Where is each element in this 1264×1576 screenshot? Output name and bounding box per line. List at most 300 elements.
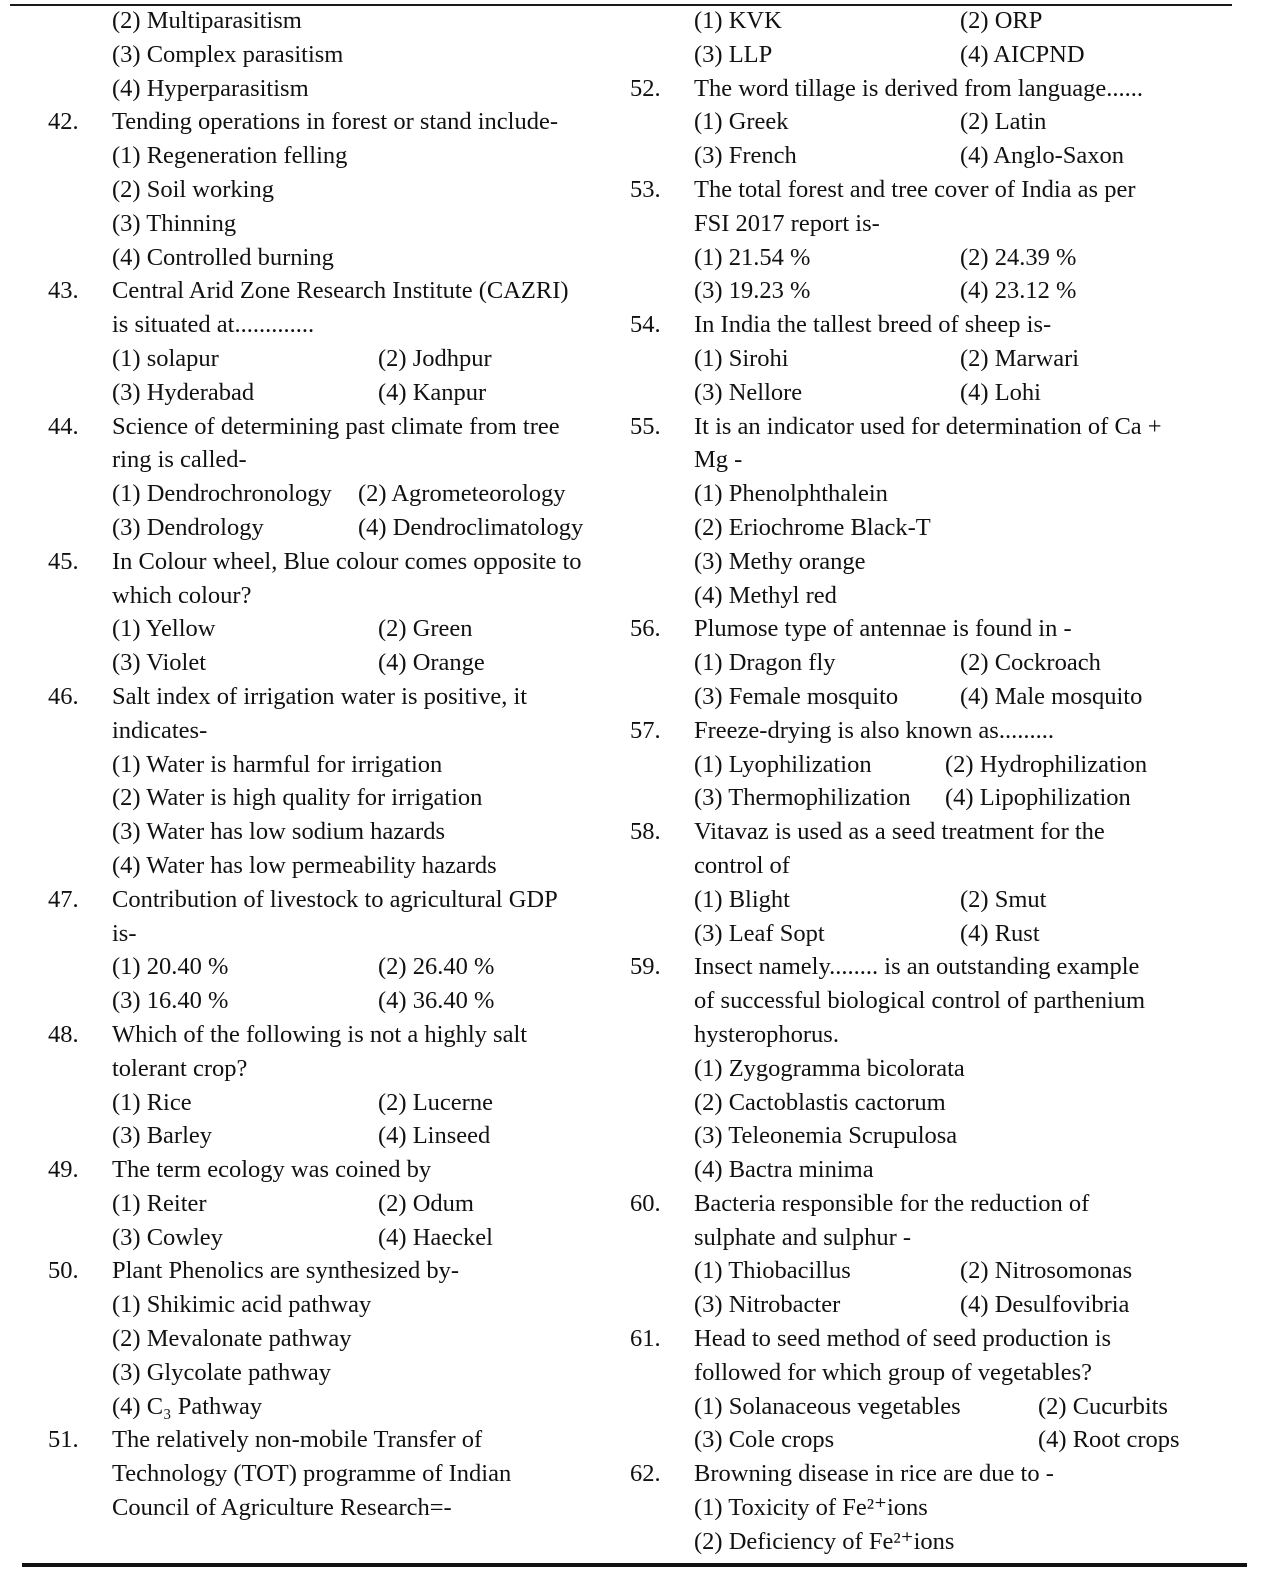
question-number: 58. [630, 818, 661, 846]
option-row [48, 173, 628, 207]
answer-option: (4) Hyperparasitism [112, 74, 309, 102]
answer-option: (3) Violet [112, 649, 207, 677]
answer-option: (2) Water is high quality for irrigation [112, 784, 483, 812]
question-number: 54. [630, 311, 661, 339]
option-indent [48, 241, 112, 275]
answer-option: (1) Regeneration felling [112, 142, 348, 170]
option-row [630, 1052, 1230, 1086]
option-indent [48, 646, 112, 680]
question-number: 61. [630, 1325, 661, 1353]
option-indent [48, 1187, 112, 1221]
option-indent [630, 917, 694, 951]
question-line [48, 410, 628, 444]
question-text: Science of determining past climate from tree [112, 412, 560, 440]
question-number [630, 849, 694, 883]
option-row [630, 376, 1230, 410]
option-indent [48, 1119, 112, 1153]
answer-option: (3) Glycolate pathway [112, 1358, 332, 1386]
option-indent [48, 376, 112, 410]
question-text: In Colour wheel, Blue colour comes opposite to [112, 547, 582, 575]
question-item [630, 612, 1230, 713]
option-indent [630, 274, 694, 308]
option-indent [630, 4, 694, 38]
question-number: 53. [630, 175, 661, 203]
answer-option: (3) Methy orange [694, 547, 866, 575]
option-row [48, 950, 628, 984]
question-item [48, 105, 628, 274]
option-row [630, 680, 1230, 714]
question-number: 45. [48, 547, 79, 575]
option-indent [630, 579, 694, 613]
option-row [48, 72, 628, 106]
question-line [48, 1018, 628, 1052]
option-row [48, 1086, 628, 1120]
option-indent [48, 1322, 112, 1356]
option-indent [630, 38, 694, 72]
question-line [630, 1187, 1230, 1221]
option-indent [48, 950, 112, 984]
question-text: Technology (TOT) programme of Indian [112, 1460, 512, 1488]
option-row [630, 646, 1230, 680]
answer-option: (4) 23.12 % [960, 277, 1077, 305]
question-number: 43. [48, 277, 79, 305]
question-text: Freeze-drying is also known as......... [694, 716, 1054, 744]
option-indent [48, 477, 112, 511]
question-text: sulphate and sulphur - [694, 1223, 912, 1251]
answer-option: (1) Thiobacillus [694, 1257, 851, 1285]
option-row [48, 477, 628, 511]
option-row [48, 1390, 628, 1424]
option-row [48, 139, 628, 173]
option-row [48, 1187, 628, 1221]
option-row [630, 1288, 1230, 1322]
option-indent [48, 1086, 112, 1120]
question-text: Plant Phenolics are synthesized by- [112, 1257, 460, 1285]
question-text: of successful biological control of parthenium [694, 987, 1146, 1015]
option-indent [630, 477, 694, 511]
question-line [630, 72, 1230, 106]
question-line [630, 410, 1230, 444]
question-number [48, 443, 112, 477]
question-number: 52. [630, 74, 661, 102]
question-number: 55. [630, 412, 661, 440]
option-row [48, 984, 628, 1018]
question-line [630, 984, 1230, 1018]
question-text: Bacteria responsible for the reduction of [694, 1189, 1090, 1217]
answer-option: (3) 19.23 % [694, 277, 811, 305]
question-line [630, 173, 1230, 207]
option-row [48, 1322, 628, 1356]
question-text: In India the tallest breed of sheep is- [694, 311, 1052, 339]
option-indent [630, 376, 694, 410]
question-text: which colour? [112, 581, 252, 609]
answer-option: (1) Phenolphthalein [694, 480, 888, 508]
question-line [630, 308, 1230, 342]
question-item [630, 308, 1230, 409]
answer-option: (4) Methyl red [694, 581, 837, 609]
answer-option: (4) Rust [960, 919, 1040, 947]
option-indent [630, 139, 694, 173]
option-row [630, 1390, 1230, 1424]
answer-option: (4) Desulfovibria [960, 1291, 1130, 1319]
option-indent [630, 1254, 694, 1288]
answer-option: (4) Lohi [960, 378, 1041, 406]
answer-option: (4) AICPND [960, 40, 1085, 68]
question-number [48, 308, 112, 342]
question-item [630, 1322, 1230, 1457]
answer-option: (2) Lucerne [378, 1088, 493, 1116]
option-indent [630, 545, 694, 579]
answer-option: (1) Reiter [112, 1189, 207, 1217]
option-row [630, 511, 1230, 545]
question-number: 51. [48, 1426, 79, 1454]
question-number [48, 579, 112, 613]
option-indent [48, 4, 112, 38]
option-indent [48, 173, 112, 207]
question-number: 59. [630, 953, 661, 981]
question-text: Vitavaz is used as a seed treatment for the [694, 818, 1105, 846]
option-row [48, 511, 628, 545]
answer-option: (1) Water is harmful for irrigation [112, 750, 443, 778]
question-number: 48. [48, 1020, 79, 1048]
answer-option: (1) Sirohi [694, 344, 789, 372]
question-text: tolerant crop? [112, 1054, 248, 1082]
option-row [630, 1254, 1230, 1288]
option-indent [48, 38, 112, 72]
question-line [630, 1356, 1230, 1390]
question-line [48, 1457, 628, 1491]
option-indent [48, 815, 112, 849]
option-indent [630, 1119, 694, 1153]
option-row [48, 207, 628, 241]
answer-option: (1) Shikimic acid pathway [112, 1291, 372, 1319]
option-row [630, 748, 1230, 782]
question-item [630, 173, 1230, 308]
question-text: Contribution of livestock to agricultural GDP [112, 885, 558, 913]
option-row [48, 376, 628, 410]
question-text: followed for which group of vegetables? [694, 1358, 1092, 1386]
question-item [630, 714, 1230, 815]
option-indent [48, 612, 112, 646]
question-item [630, 72, 1230, 173]
option-indent [48, 781, 112, 815]
answer-option: (2) Eriochrome Black-T [694, 513, 931, 541]
question-line [630, 1322, 1230, 1356]
question-line [630, 1457, 1230, 1491]
option-row [630, 917, 1230, 951]
option-indent [48, 748, 112, 782]
answer-option: (1) Zygogramma bicolorata [694, 1054, 965, 1082]
answer-option: (3) Leaf Sopt [694, 919, 825, 947]
option-indent [48, 1288, 112, 1322]
question-text: Which of the following is not a highly salt [112, 1020, 528, 1048]
question-line [630, 1018, 1230, 1052]
answer-option: (1) 20.40 % [112, 953, 229, 981]
question-line [48, 308, 628, 342]
question-text: is situated at............. [112, 311, 315, 339]
right-column [630, 4, 1230, 1559]
question-text: Head to seed method of seed production is [694, 1325, 1112, 1353]
option-indent [630, 1491, 694, 1525]
question-line [48, 883, 628, 917]
answer-option: (4) Bactra minima [694, 1156, 874, 1184]
question-number: 49. [48, 1156, 79, 1184]
answer-option: (1) Greek [694, 108, 789, 136]
question-line [48, 1052, 628, 1086]
question-line [48, 1153, 628, 1187]
question-line [630, 714, 1230, 748]
question-number [48, 1491, 112, 1525]
question-text: Mg - [694, 446, 743, 474]
question-text: Plumose type of antennae is found in - [694, 615, 1072, 643]
option-indent [48, 342, 112, 376]
answer-option: (2) Latin [960, 108, 1047, 136]
answer-option: (2) Cactoblastis cactorum [694, 1088, 946, 1116]
question-line [630, 815, 1230, 849]
question-text: ring is called- [112, 446, 247, 474]
option-row [48, 1356, 628, 1390]
question-text: Insect namely........ is an outstanding example [694, 953, 1140, 981]
option-indent [630, 105, 694, 139]
question-line [48, 579, 628, 613]
question-text: The total forest and tree cover of India as per [694, 175, 1136, 203]
answer-option: (4) Controlled burning [112, 243, 334, 271]
option-row [630, 38, 1230, 72]
answer-option: (4) Male mosquito [960, 682, 1143, 710]
option-row [48, 4, 628, 38]
option-row [630, 781, 1230, 815]
answer-option: (2) Cockroach [960, 649, 1101, 677]
question-text: is- [112, 919, 137, 947]
answer-option: (3) LLP [694, 40, 773, 68]
answer-option: (3) Thinning [112, 209, 237, 237]
answer-option: (4) Linseed [378, 1122, 491, 1150]
left-column [48, 4, 628, 1525]
question-item [630, 950, 1230, 1187]
answer-option: (1) 21.54 % [694, 243, 811, 271]
option-row [48, 748, 628, 782]
option-indent [48, 1221, 112, 1255]
option-row [48, 38, 628, 72]
question-text: Council of Agriculture Research=- [112, 1494, 452, 1522]
question-item [48, 410, 628, 545]
option-row [48, 241, 628, 275]
option-row [630, 241, 1230, 275]
option-row [48, 1119, 628, 1153]
option-indent [630, 1423, 694, 1457]
question-item [48, 274, 628, 409]
option-indent [630, 781, 694, 815]
answer-option: (3) Barley [112, 1122, 212, 1150]
question-line [630, 612, 1230, 646]
answer-option: (1) Toxicity of Fe²⁺ions [694, 1494, 928, 1522]
answer-option: (4) Lipophilization [945, 784, 1131, 812]
answer-option: (2) Multiparasitism [112, 7, 302, 34]
option-indent [630, 241, 694, 275]
question-item [48, 883, 628, 1018]
answer-option: (4) Anglo-Saxon [960, 142, 1124, 170]
answer-option: (2) Deficiency of Fe²⁺ions [694, 1527, 955, 1555]
question-number [48, 1052, 112, 1086]
option-row [48, 1221, 628, 1255]
answer-option: (3) Dendrology [112, 513, 264, 541]
question-item [48, 545, 628, 680]
question-text: The word tillage is derived from language...... [694, 74, 1144, 102]
question-line [48, 680, 628, 714]
question-text: hysterophorus. [694, 1020, 839, 1048]
question-text: The relatively non-mobile Transfer of [112, 1426, 483, 1454]
question-text: control of [694, 851, 790, 879]
answer-option: (2) Soil working [112, 175, 274, 203]
question-line [630, 443, 1230, 477]
question-number: 56. [630, 615, 661, 643]
question-number: 50. [48, 1257, 79, 1285]
option-row [630, 545, 1230, 579]
answer-option: (4) Dendroclimatology [358, 513, 584, 541]
option-indent [48, 1356, 112, 1390]
option-indent [48, 849, 112, 883]
question-line [48, 1254, 628, 1288]
option-row [48, 1288, 628, 1322]
option-indent [630, 1288, 694, 1322]
question-number: 47. [48, 885, 79, 913]
answer-option: (3) Complex parasitism [112, 40, 344, 68]
answer-option: (2) Green [378, 615, 473, 643]
question-line [48, 443, 628, 477]
question-text: The term ecology was coined by [112, 1156, 432, 1184]
answer-option: (2) ORP [960, 7, 1043, 34]
question-line [630, 950, 1230, 984]
question-item [48, 680, 628, 883]
option-row [630, 139, 1230, 173]
question-text: indicates- [112, 716, 208, 744]
answer-option: (2) 26.40 % [378, 953, 495, 981]
option-row [630, 1525, 1230, 1559]
option-indent [48, 72, 112, 106]
question-line [48, 545, 628, 579]
question-number [48, 714, 112, 748]
answer-option: (3) Hyderabad [112, 378, 255, 406]
question-text: Central Arid Zone Research Institute (CAZRI) [112, 277, 569, 305]
answer-option: (2) Hydrophilization [945, 750, 1148, 778]
option-indent [630, 1153, 694, 1187]
question-item [630, 4, 1230, 72]
option-row [630, 883, 1230, 917]
question-line [630, 207, 1230, 241]
option-row [630, 1423, 1230, 1457]
question-number [630, 1356, 694, 1390]
answer-option: (1) solapur [112, 344, 219, 372]
answer-option: (2) Agrometeorology [358, 480, 566, 508]
option-row [630, 4, 1230, 38]
option-indent [630, 748, 694, 782]
answer-option: (1) Lyophilization [694, 750, 872, 778]
question-line [48, 917, 628, 951]
option-indent [630, 1052, 694, 1086]
question-item [48, 1018, 628, 1153]
question-text: Tending operations in forest or stand include- [112, 108, 558, 136]
answer-option: (3) French [694, 142, 797, 170]
question-number [630, 1018, 694, 1052]
question-number: 46. [48, 682, 79, 710]
answer-option: (3) Thermophilization [694, 784, 911, 812]
question-line [48, 714, 628, 748]
answer-option: (4) Orange [378, 649, 485, 677]
question-line [48, 1491, 628, 1525]
answer-option: (3) Water has low sodium hazards [112, 818, 445, 846]
answer-option: (3) Cowley [112, 1223, 223, 1251]
answer-option: (3) Teleonemia Scrupulosa [694, 1122, 958, 1150]
question-number [48, 917, 112, 951]
answer-option: (2) Smut [960, 885, 1047, 913]
option-indent [630, 680, 694, 714]
question-number: 42. [48, 108, 79, 136]
answer-option: (4) Kanpur [378, 378, 487, 406]
bottom-rule [22, 1563, 1247, 1567]
answer-option: (2) Nitrosomonas [960, 1257, 1133, 1285]
answer-option: (4) 36.40 % [378, 987, 495, 1015]
question-item [630, 815, 1230, 950]
answer-option: (1) Solanaceous vegetables [694, 1392, 961, 1420]
answer-option: (4) Water has low permeability hazards [112, 851, 497, 879]
question-item [48, 1423, 628, 1524]
question-item [48, 1254, 628, 1423]
answer-option: (1) Rice [112, 1088, 192, 1116]
question-number: 62. [630, 1460, 661, 1488]
answer-option: (1) Dragon fly [694, 649, 836, 677]
answer-option: (3) Nellore [694, 378, 803, 406]
option-indent [48, 207, 112, 241]
question-number [630, 207, 694, 241]
question-line [630, 849, 1230, 883]
option-row [630, 342, 1230, 376]
question-item [630, 410, 1230, 613]
question-number [630, 443, 694, 477]
question-number: 57. [630, 716, 661, 744]
option-indent [630, 646, 694, 680]
option-indent [48, 984, 112, 1018]
answer-option: (3) Cole crops [694, 1426, 835, 1454]
option-row [630, 579, 1230, 613]
question-line [48, 1423, 628, 1457]
answer-option: (3) 16.40 % [112, 987, 229, 1015]
option-row [48, 815, 628, 849]
option-row [48, 342, 628, 376]
option-row [630, 477, 1230, 511]
question-item [48, 4, 628, 105]
answer-option: (2) Cucurbits [1038, 1392, 1168, 1420]
option-row [630, 274, 1230, 308]
question-item [48, 1153, 628, 1254]
answer-option: (1) KVK [694, 7, 782, 34]
answer-option: (2) Jodhpur [378, 344, 492, 372]
answer-option: (3) Nitrobacter [694, 1291, 841, 1319]
question-text: Salt index of irrigation water is positive, it [112, 682, 528, 710]
option-indent [48, 1390, 112, 1424]
answer-option: (2) Odum [378, 1189, 474, 1217]
question-item [630, 1187, 1230, 1322]
option-row [630, 105, 1230, 139]
question-text: Browning disease in rice are due to - [694, 1460, 1054, 1488]
answer-option: (4) Root crops [1038, 1426, 1180, 1454]
question-line [630, 1221, 1230, 1255]
option-indent [48, 139, 112, 173]
option-indent [630, 1525, 694, 1559]
question-text: It is an indicator used for determination of Ca + [694, 412, 1162, 440]
answer-option: (1) Dendrochronology [112, 480, 332, 508]
option-row [630, 1086, 1230, 1120]
option-row [48, 849, 628, 883]
